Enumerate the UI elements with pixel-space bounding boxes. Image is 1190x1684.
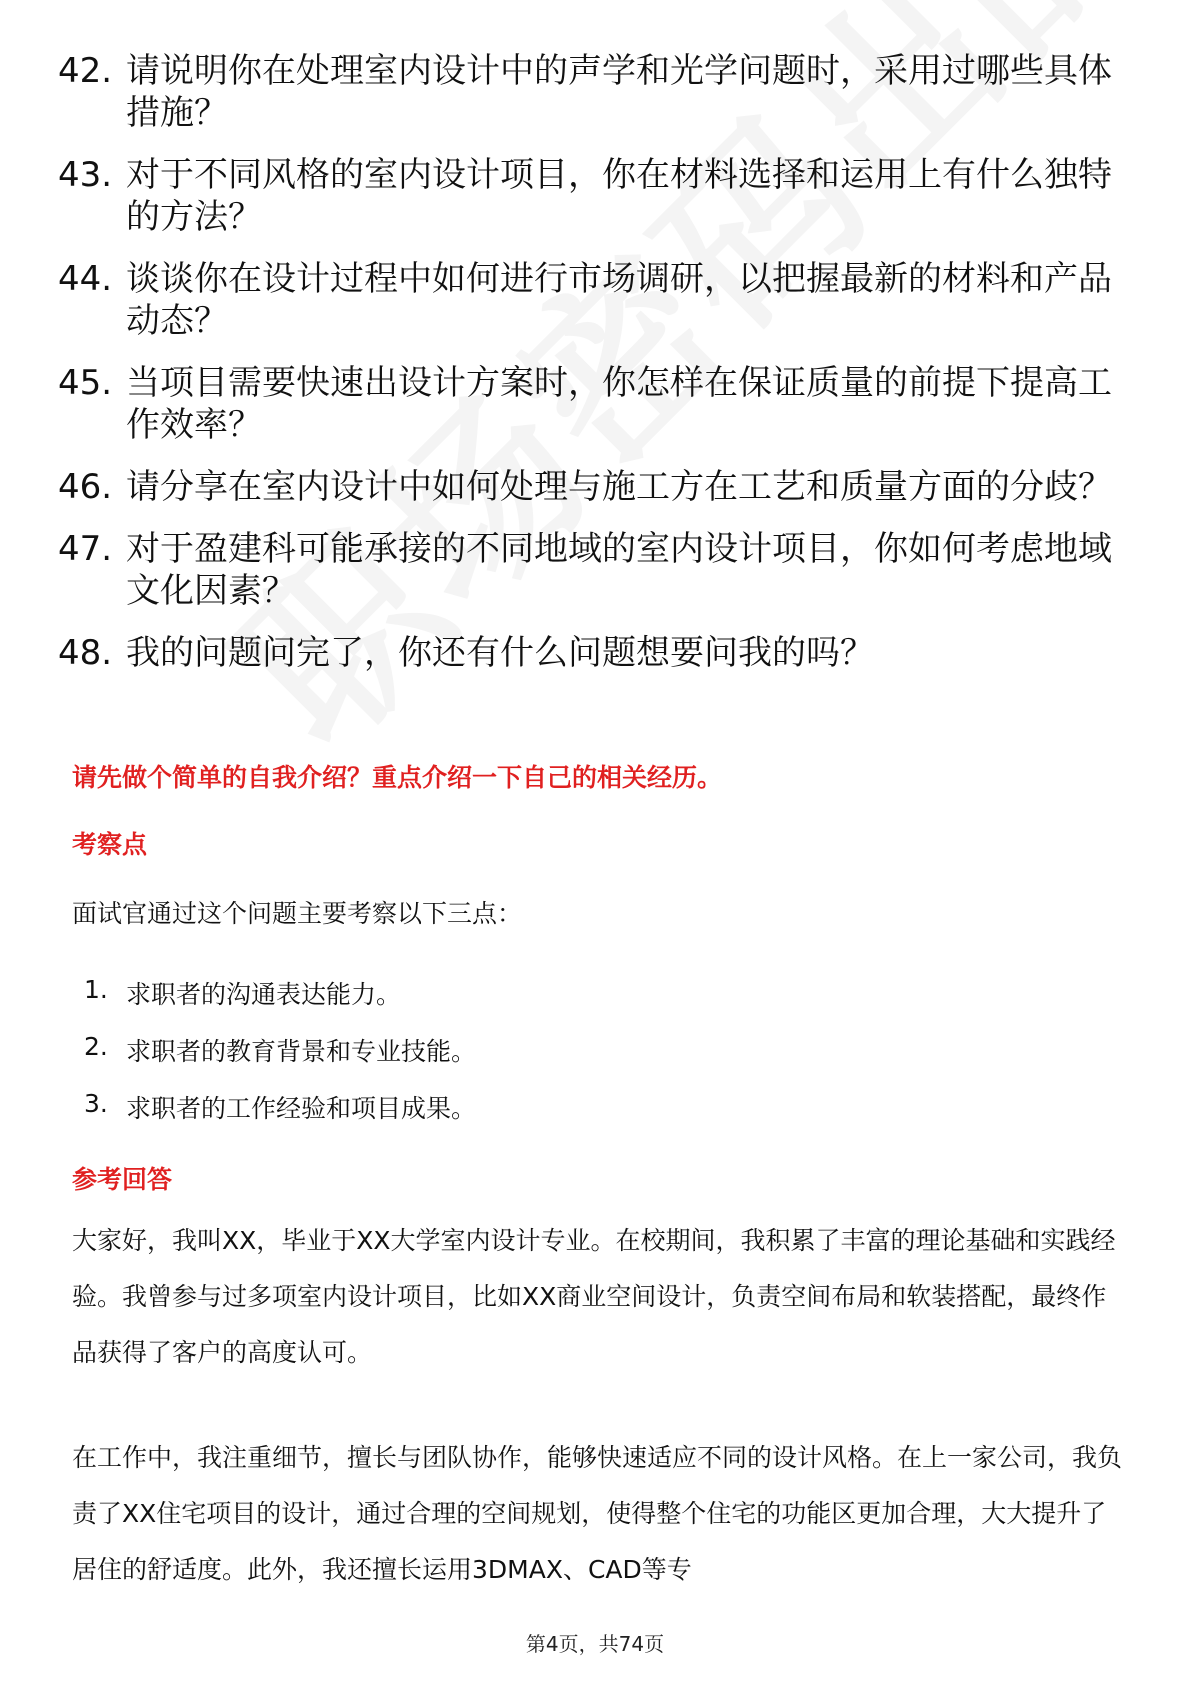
question-item — [58, 528, 1138, 612]
check-point-item — [84, 1089, 476, 1146]
check-point-number: 3. — [84, 1089, 108, 1118]
check-points-list — [84, 975, 476, 1146]
question-item — [58, 258, 1138, 342]
answer-paragraph-2: 在工作中，我注重细节，擅长与团队协作，能够快速适应不同的设计风格。在上一家公司，我负责了XX住宅项目的设计，通过合理的空间规划，使得整个住宅的功能区更加合理，大大提升了居住的舒适度。此外，我还擅长运用3DMAX、CAD等专 — [72, 1443, 1123, 1584]
check-point-text: 求职者的教育背景和专业技能。 — [126, 1037, 477, 1066]
question-text: 谈谈你在设计过程中如何进行市场调研，以把握最新的材料和产品动态？ — [126, 259, 1112, 341]
intro-question: 请先做个简单的自我介绍？重点介绍一下自己的相关经历。 — [72, 763, 723, 792]
section-title-answer: 参考回答 — [72, 1165, 173, 1194]
check-point-item — [84, 1032, 476, 1089]
check-point-number: 1. — [84, 975, 108, 1004]
question-item — [58, 362, 1138, 446]
check-point-text: 求职者的沟通表达能力。 — [126, 980, 402, 1009]
question-number: 48. — [58, 633, 113, 673]
question-number: 46. — [58, 467, 113, 507]
check-point-number: 2. — [84, 1032, 108, 1061]
check-point-item — [84, 975, 476, 1032]
answer-paragraph-1: 大家好，我叫XX，毕业于XX大学室内设计专业。在校期间，我积累了丰富的理论基础和实践经验。我曾参与过多项室内设计项目，比如XX商业空间设计，负责空间布局和软装搭配，最终作品获得了客户的高度认可。 — [72, 1226, 1116, 1367]
page-footer: 第4页，共74页 — [525, 1632, 665, 1656]
question-item — [58, 466, 1138, 508]
question-text: 我的问题问完了，你还有什么问题想要问我的吗？ — [126, 633, 874, 673]
question-item — [58, 154, 1138, 238]
question-list — [58, 50, 1138, 694]
check-point-text: 求职者的工作经验和项目成果。 — [126, 1094, 477, 1123]
question-text: 对于盈建科可能承接的不同地域的室内设计项目，你如何考虑地域文化因素？ — [126, 529, 1112, 611]
question-item — [58, 50, 1138, 134]
question-number: 45. — [58, 363, 113, 403]
question-text: 请分享在室内设计中如何处理与施工方在工艺和质量方面的分歧？ — [126, 467, 1112, 507]
question-text: 请说明你在处理室内设计中的声学和光学问题时，采用过哪些具体措施？ — [126, 51, 1112, 133]
question-number: 44. — [58, 259, 113, 299]
question-number: 42. — [58, 51, 113, 91]
question-item — [58, 632, 1138, 674]
section-title-check: 考察点 — [72, 830, 148, 859]
question-number: 47. — [58, 529, 113, 569]
question-text: 当项目需要快速出设计方案时，你怎样在保证质量的前提下提高工作效率？ — [126, 363, 1112, 445]
question-number: 43. — [58, 155, 113, 195]
question-text: 对于不同风格的室内设计项目，你在材料选择和运用上有什么独特的方法？ — [126, 155, 1112, 237]
check-lead: 面试官通过这个问题主要考察以下三点： — [72, 899, 523, 928]
